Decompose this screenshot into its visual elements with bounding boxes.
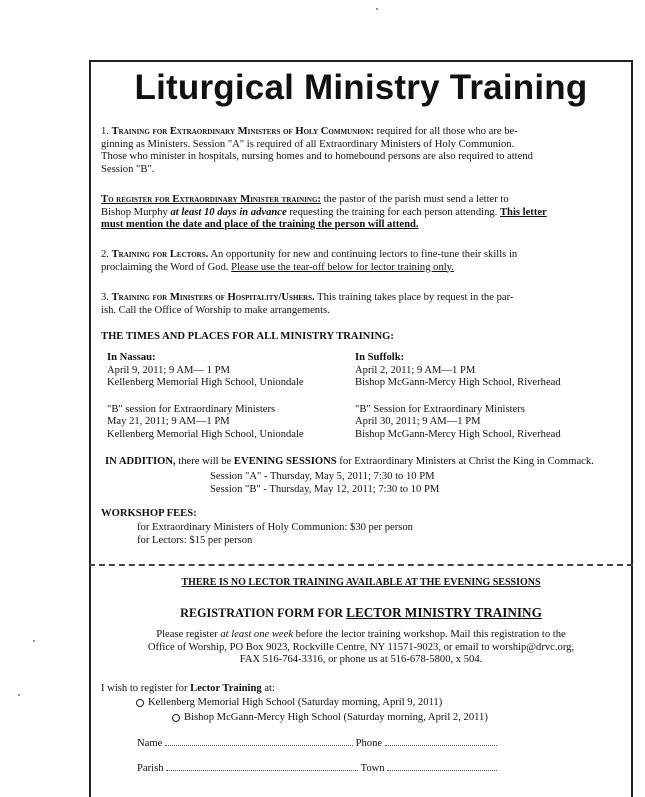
inst1-a: Please register	[156, 629, 221, 640]
parish-town-row	[137, 761, 497, 776]
section-2-tearoff-note: Please use the tear-off below for lector training only.	[231, 261, 454, 273]
nassau-a-date: April 9, 2011; 9 AM— 1 PM	[107, 364, 230, 376]
town-field[interactable]	[387, 761, 497, 771]
form-title	[89, 605, 633, 621]
scan-speck	[376, 8, 378, 10]
section-1-heading: Training for Extraordinary Ministers of Holy Communion:	[111, 126, 374, 137]
wish-line	[101, 683, 275, 696]
checkbox-icon[interactable]	[136, 699, 144, 707]
section-3-text: This training takes place by request in the par-	[314, 292, 514, 303]
scan-speck	[18, 694, 20, 696]
section-3-line2: ish. Call the Office of Worship to make arrangements.	[101, 304, 330, 316]
section-2-number: 2.	[101, 249, 109, 260]
addition-lead: IN ADDITION,	[105, 456, 176, 467]
fees-lectors: for Lectors: $15 per person	[137, 534, 253, 546]
suffolk-a-date: April 2, 2011; 9 AM—1 PM	[355, 364, 476, 376]
fees-list	[137, 522, 413, 547]
section-3-heading: Training for Ministers of Hospitality/Ushers.	[111, 292, 315, 303]
page-title: Liturgical Ministry Training	[134, 68, 588, 107]
nassau-b-place: Kellenberg Memorial High School, Uniondale	[107, 428, 304, 440]
register-deadline: at least 10 days in advance	[170, 206, 287, 218]
addition-mid: there will be	[175, 456, 234, 467]
evening-session-b: Session "B" - Thursday, May 12, 2011; 7:30 to 10 PM	[210, 483, 440, 495]
option-kellenberg-label: Kellenberg Memorial High School (Saturday morning, April 9, 2011)	[148, 697, 443, 708]
name-field[interactable]	[165, 736, 353, 746]
name-phone-row	[137, 736, 497, 751]
suffolk-label: In Suffolk:	[355, 352, 405, 363]
register-emphasis-line3: must mention the date and place of the training the person will attend.	[101, 219, 419, 230]
register-emphasis: This letter	[499, 206, 547, 218]
section-2	[101, 249, 517, 274]
wish-c: at:	[261, 683, 275, 694]
nassau-column	[107, 352, 304, 441]
section-1-text: required for all those who are be-	[373, 126, 518, 137]
wish-b: Lector Training	[190, 683, 262, 694]
section-1-line3: Those who minister in hospitals, nursing homes and to homebound persons are also required to attend	[101, 151, 533, 162]
fees-extraordinary: for Extraordinary Ministers of Holy Communion: $30 per person	[137, 522, 413, 533]
suffolk-a-place: Bishop McGann-Mercy High School, Riverhead	[355, 377, 561, 388]
parish-field[interactable]	[166, 761, 358, 771]
register-heading: To register for Extraordinary Minister training:	[101, 194, 321, 205]
section-2-heading: Training for Lectors.	[111, 249, 209, 260]
name-label: Name	[137, 738, 163, 749]
addition-rest: for Extraordinary Ministers at Christ the King in Commack.	[336, 456, 594, 467]
tear-off-line	[89, 564, 633, 566]
fees-heading: WORKSHOP FEES:	[101, 508, 197, 519]
nassau-label: In Nassau:	[107, 352, 156, 363]
wish-a: I wish to register for	[101, 683, 191, 694]
register-text-2a: Bishop Murphy	[101, 206, 171, 218]
inst3: FAX 516-764-3316, or phone us at 516-678-5800, x 504.	[239, 654, 483, 665]
section-1-line2: ginning as Ministers. Session "A" is required of all Extraordinary Ministers of Holy Communion.	[101, 138, 515, 150]
evening-sessions-note	[105, 456, 594, 469]
evening-sessions-list	[210, 471, 439, 496]
scan-speck	[33, 640, 35, 642]
town-label: Town	[360, 763, 385, 774]
nassau-b-date: May 21, 2011; 9 AM—1 PM	[107, 416, 230, 427]
evening-session-a: Session "A" - Thursday, May 5, 2011; 7:30 to 10 PM	[210, 471, 435, 482]
no-evening-lector-notice: THERE IS NO LECTOR TRAINING AVAILABLE AT THE EVENING SESSIONS	[181, 577, 541, 588]
checkbox-icon[interactable]	[172, 714, 180, 722]
suffolk-b-place: Bishop McGann-Mercy High School, Riverhead	[355, 428, 561, 440]
form-instructions	[89, 629, 633, 667]
section-3	[101, 292, 513, 317]
option-kellenberg[interactable]	[136, 697, 442, 710]
form-title-prefix: REGISTRATION FORM FOR	[180, 606, 347, 620]
inst1-b: at least one week	[220, 629, 294, 640]
parish-label: Parish	[137, 763, 164, 774]
form-title-emphasis: LECTOR MINISTRY TRAINING	[346, 605, 542, 620]
option-mcgann-label: Bishop McGann-Mercy High School (Saturday morning, April 2, 2011)	[184, 712, 488, 723]
inst2: Office of Worship, PO Box 9023, Rockville Centre, NY 11571-9023, or email to worship@drvc.org,	[147, 641, 575, 653]
register-instructions	[101, 194, 547, 232]
phone-field[interactable]	[385, 736, 497, 746]
section-1	[101, 126, 533, 176]
option-mcgann[interactable]	[172, 712, 488, 725]
suffolk-column	[355, 352, 561, 441]
suffolk-b-date: April 30, 2011; 9 AM—1 PM	[355, 416, 481, 427]
section-1-number: 1.	[101, 126, 109, 137]
section-2-text-2: proclaiming the Word of God.	[101, 261, 232, 273]
phone-label: Phone	[355, 738, 383, 749]
suffolk-b-title: "B" Session for Extraordinary Ministers	[355, 403, 525, 415]
times-heading: THE TIMES AND PLACES FOR ALL MINISTRY TRAINING:	[101, 331, 394, 342]
addition-evening: EVENING SESSIONS	[233, 456, 337, 467]
register-text-2c: requesting the training for each person attending.	[286, 206, 500, 218]
section-3-number: 3.	[101, 292, 109, 303]
nassau-b-title: "B" session for Extraordinary Ministers	[107, 403, 276, 415]
inst1-c: before the lector training workshop. Mail this registration to the	[293, 629, 566, 640]
section-2-text: An opportunity for new and continuing lectors to fine-tune their skills in	[208, 249, 518, 260]
register-text: the pastor of the parish must send a letter to	[320, 194, 509, 205]
section-1-line4: Session "B".	[101, 163, 155, 175]
nassau-a-place: Kellenberg Memorial High School, Uniondale	[107, 377, 304, 388]
